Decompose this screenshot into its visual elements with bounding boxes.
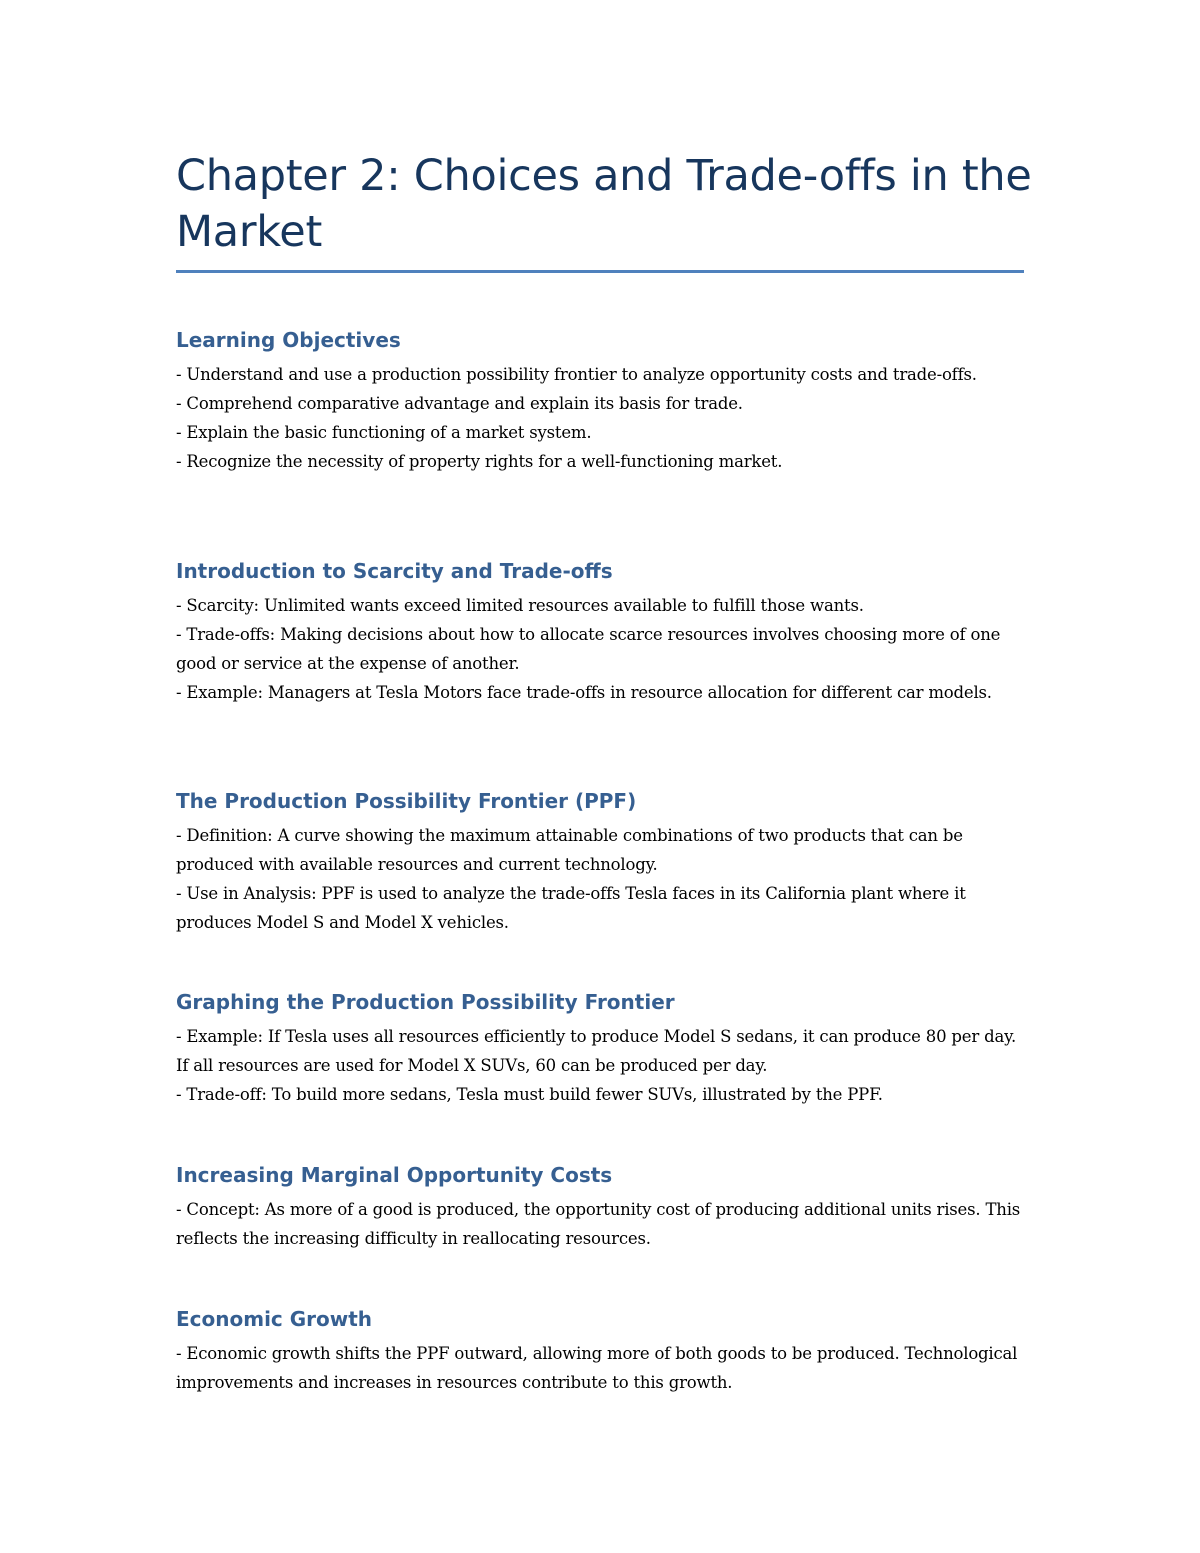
- section-economic-growth: [176, 1305, 1024, 1397]
- list-item: - Recognize the necessity of property rights for a well-functioning market.: [176, 452, 783, 471]
- section-heading: Learning Objectives: [176, 328, 401, 352]
- list-item: - Economic growth shifts the PPF outward, allowing more of both goods to be produced. Technological improvements and increases in resources contribute to this growth.: [176, 1344, 1018, 1392]
- list-item: - Scarcity: Unlimited wants exceed limited resources available to fulfill those wants.: [176, 596, 864, 615]
- list-item: - Trade-off: To build more sedans, Tesla must build fewer SUVs, illustrated by the PPF.: [176, 1085, 883, 1104]
- section-heading: Increasing Marginal Opportunity Costs: [176, 1163, 613, 1187]
- list-item: - Comprehend comparative advantage and explain its basis for trade.: [176, 394, 743, 413]
- section-items: [176, 591, 1024, 707]
- section-items: [176, 1195, 1024, 1253]
- section-learning-objectives: [176, 326, 1024, 476]
- list-item: - Explain the basic functioning of a market system.: [176, 423, 592, 442]
- section-items: [176, 821, 1024, 937]
- section-items: [176, 1339, 1024, 1397]
- list-item: - Concept: As more of a good is produced, the opportunity cost of producing additional units rises. This reflects the increasing difficulty in reallocating resources.: [176, 1200, 1021, 1248]
- list-item: - Understand and use a production possibility frontier to analyze opportunity costs and trade-offs.: [176, 365, 977, 384]
- section-heading: The Production Possibility Frontier (PPF): [176, 789, 637, 813]
- section-items: [176, 360, 1024, 476]
- section-ppf: [176, 787, 1024, 937]
- list-item: - Example: If Tesla uses all resources efficiently to produce Model S sedans, it can produce 80 per day. If all resources are used for Model X SUVs, 60 can be produced per day.: [176, 1027, 1017, 1075]
- section-heading: Economic Growth: [176, 1307, 373, 1331]
- list-item: - Use in Analysis: PPF is used to analyze the trade-offs Tesla faces in its California plant where it produces Model S and Model X vehicles.: [176, 884, 966, 932]
- list-item: - Trade-offs: Making decisions about how to allocate scarce resources involves choosing more of one good or service at the expense of another.: [176, 625, 1001, 673]
- section-heading: Graphing the Production Possibility Frontier: [176, 990, 675, 1014]
- title-underline: [176, 270, 1024, 273]
- list-item: - Example: Managers at Tesla Motors face trade-offs in resource allocation for different car models.: [176, 683, 992, 702]
- section-heading: Introduction to Scarcity and Trade-offs: [176, 559, 613, 583]
- section-scarcity-tradeoffs: [176, 557, 1024, 707]
- section-graphing-ppf: [176, 988, 1024, 1109]
- section-marginal-costs: [176, 1161, 1024, 1253]
- document-title: Chapter 2: Choices and Trade-offs in the Market: [176, 151, 1032, 257]
- list-item: - Definition: A curve showing the maximum attainable combinations of two products that can be produced with available resources and current technology.: [176, 826, 963, 874]
- section-items: [176, 1022, 1024, 1109]
